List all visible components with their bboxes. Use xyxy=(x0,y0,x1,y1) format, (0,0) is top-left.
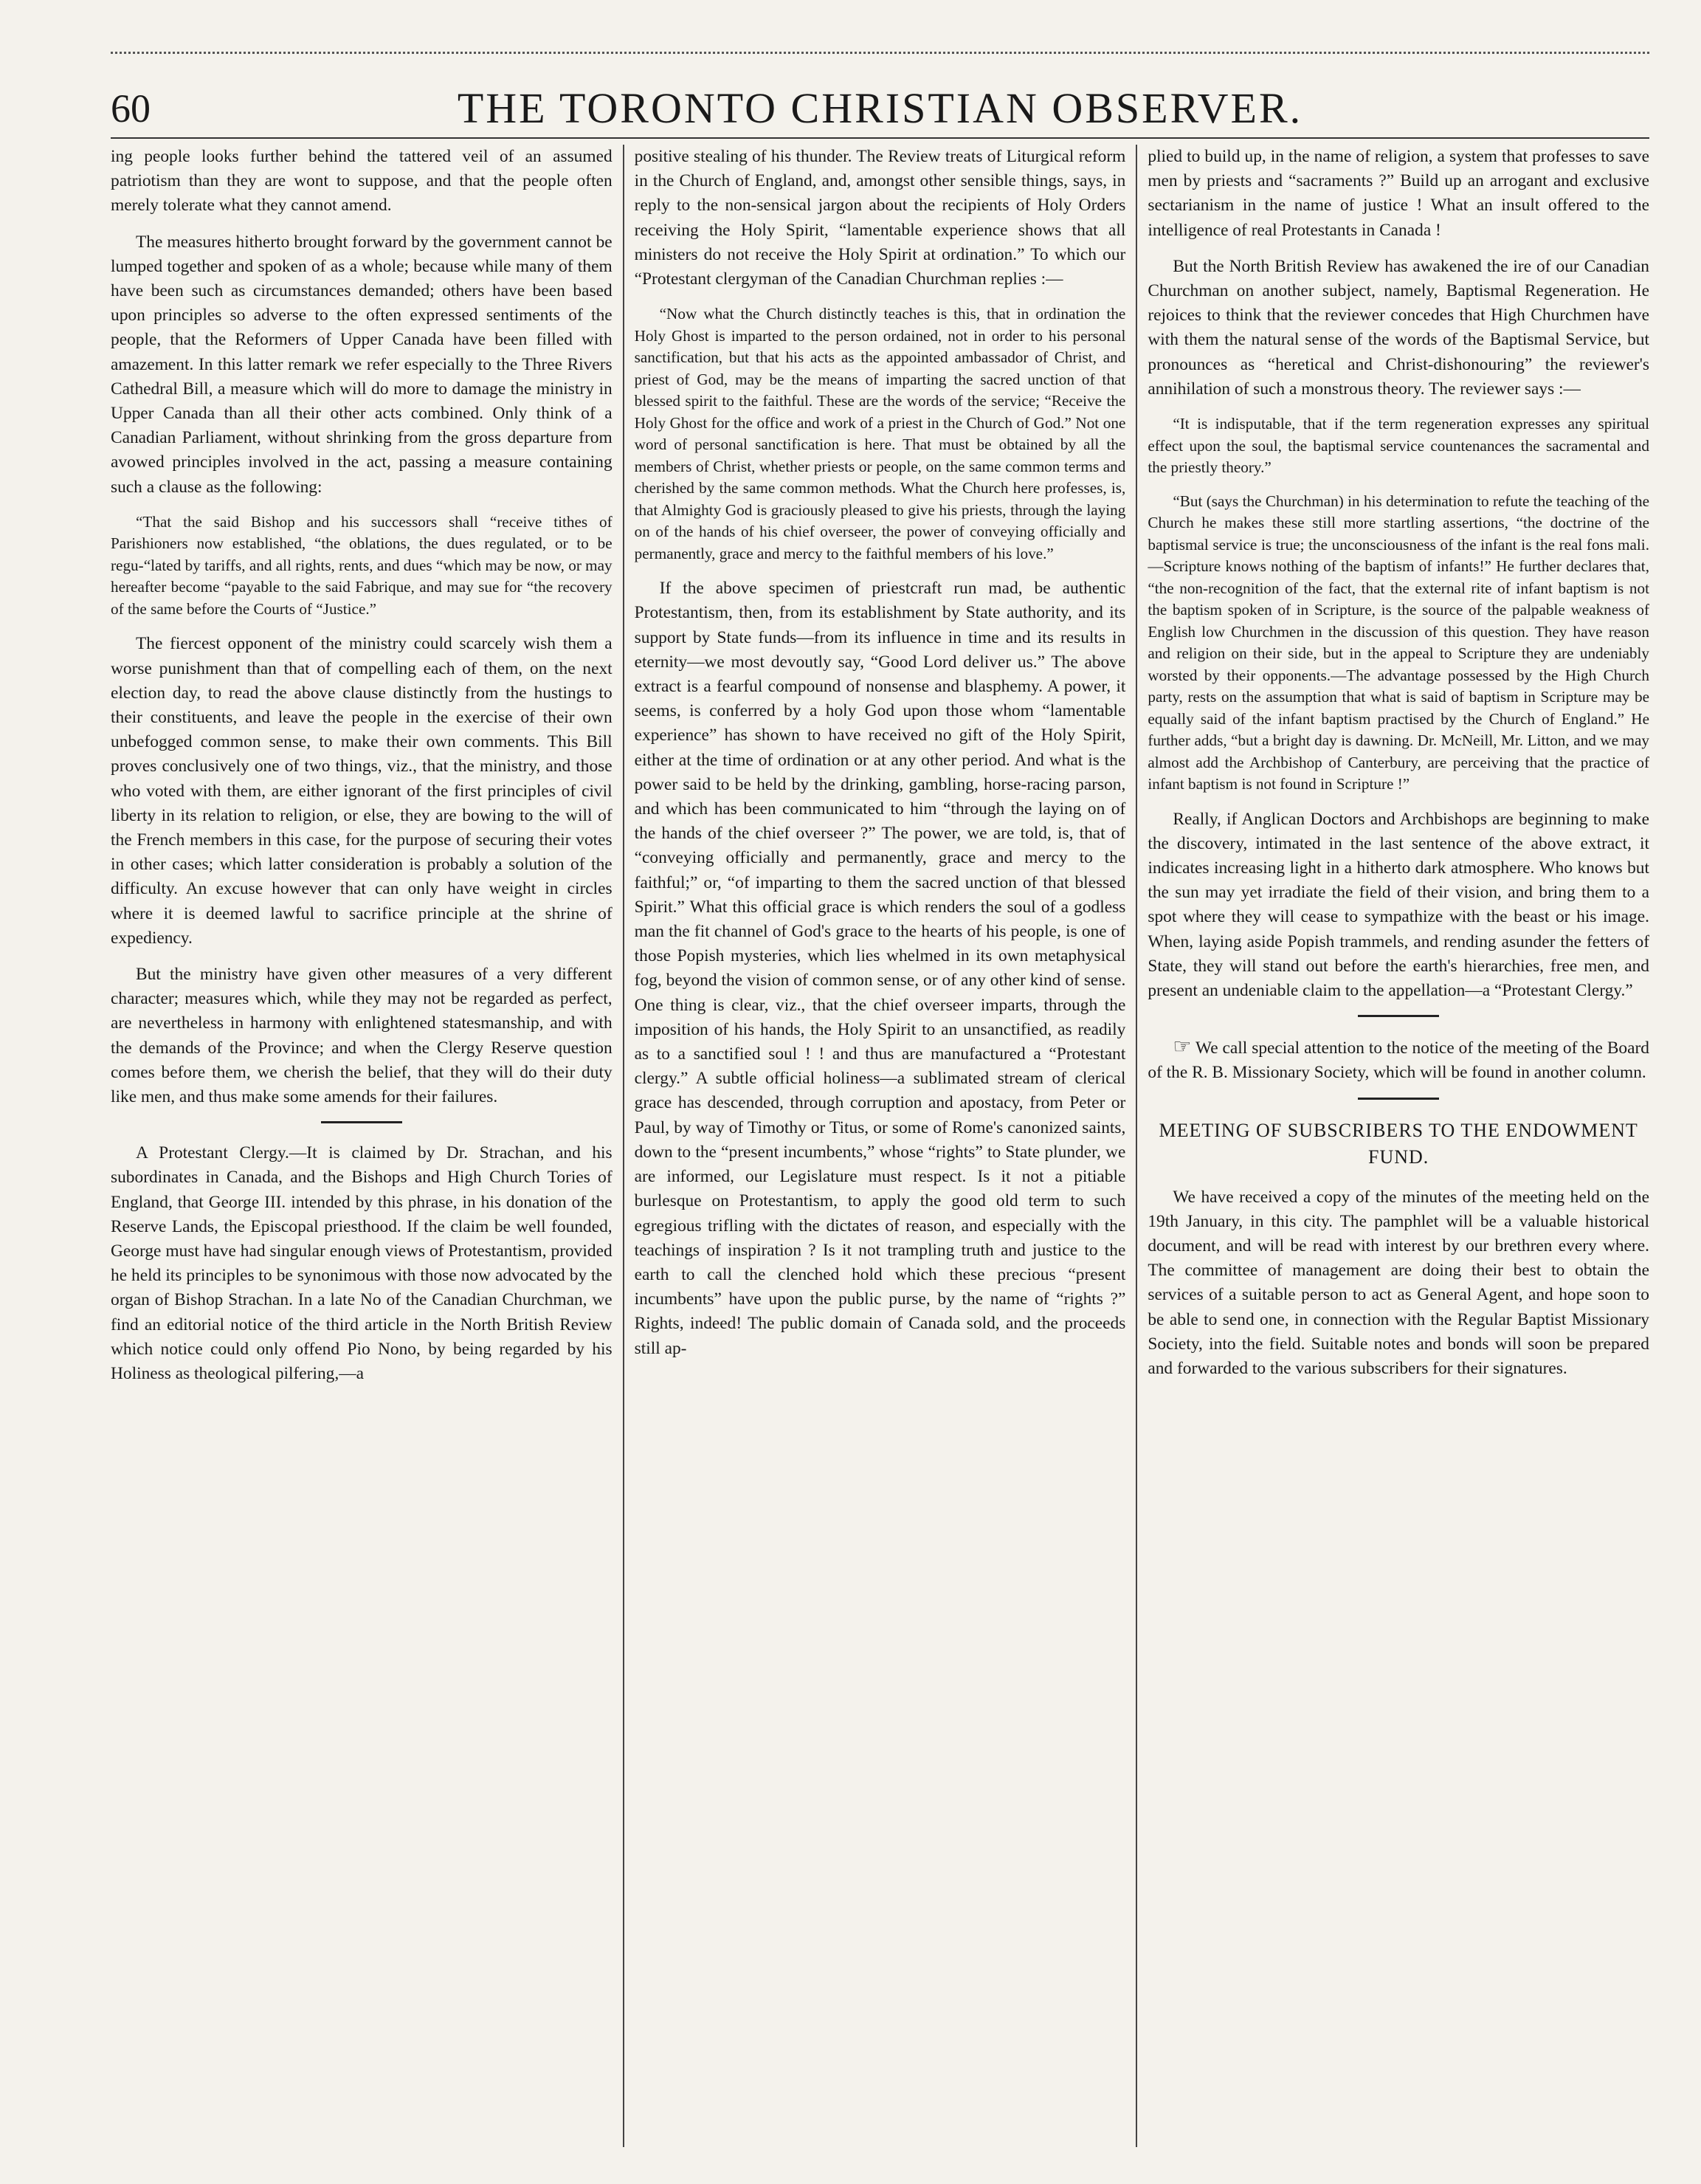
paragraph: positive stealing of his thunder. The Review treats of Liturgical reform in the Church of England, and, amongst other sensible things, says, in reply to the non-sensical jargon about the recipients of Holy Orders receiving the Holy Spirit, “lamentable experience shows that all ministers do not receive the Holy Spirit at ordination.” To which our “Protestant clergyman of the Canadian Churchman replies :— xyxy=(634,147,1126,289)
block-quote: “But (says the Churchman) in his determination to refute the teaching of the Church he makes these still more startling assertions, “the doctrine of the baptismal service is true; the unconsciousness of the infant is the real fons mali.—Scripture knows nothing of the baptism of infants!” He further declares that, “the non-recognition of the fact, that the external rite of infant baptism is not the baptism spoken of in Scripture, is the source of the palpable weakness of English low Churchmen in the discussion of this question. They have reason and religion on their side, but in the appeal to Scripture they are undeniably worsted by their opponents.—The advantage possessed by the High Church party, rests on the assumption that what is said of baptism in Scripture may be equally said of the infant baptism practised by the Church of England.” He further adds, “but a bright day is dawning. Dr. McNeill, Mr. Litton, and we may almost add the Archbishop of Canterbury, are perceiving that the practice of infant baptism is not found in Scripture !” xyxy=(1148,492,1649,793)
paragraph: plied to build up, in the name of religion, a system that professes to save men by priests and “sacraments ?” Build up an arrogant and exclusive sectarianism in the name of justice ! What an insult offered to the intelligence of real Protestants in Canada ! xyxy=(1148,147,1649,240)
section-divider xyxy=(321,1121,402,1123)
column-1 xyxy=(111,145,623,2147)
page-number: 60 xyxy=(111,86,151,131)
masthead xyxy=(111,83,1649,134)
pointing-hand-icon: ☞ xyxy=(1173,1036,1192,1059)
paragraph: ing people looks further behind the tattered veil of an assumed patriotism than they are wont to suppose, and that the people often merely tolerate what they cannot amend. xyxy=(111,147,613,216)
paragraph: Really, if Anglican Doctors and Archbishops are beginning to make the discovery, intimated in the last sentence of the above extract, it indicates increasing light in a hitherto dark atmosphere. Who knows but the sun may yet irradiate the field of their vision, and bring them to a spot where they will cease to sympathize with the beast or his image. When, laying aside Popish trammels, and rending asunder the fetters of State, they will stand out before the earth's hierarchies, free men, and present an undeniable claim to the appellation—a “Protestant Clergy.” xyxy=(1148,809,1649,1000)
paragraph: The measures hitherto brought forward by the government cannot be lumped together and spoken of as a whole; because while many of them have been such as circumstances demanded; others have been based upon principles so adverse to the often expressed sentiments of the people, that the Reformers of Upper Canada have been filled with amazement. In this latter remark we refer especially to the Three Rivers Cathedral Bill, a measure which will do more to damage the ministry in Upper Canada than all their other acts combined. Only think of a Canadian Parliament, without shrinking from the gross departure from avowed principles involved in the act, passing a measure containing such a clause as the following: xyxy=(111,232,613,497)
column-2 xyxy=(624,145,1136,2147)
section-divider xyxy=(1358,1015,1439,1017)
section-divider xyxy=(1358,1098,1439,1100)
notice-text: We call special attention to the notice of the meeting of the Board of the R. B. Missionary Society, which will be found in another column. xyxy=(1148,1038,1649,1083)
article-columns xyxy=(111,145,1649,2147)
notice-paragraph xyxy=(1148,1035,1649,1085)
top-dotted-rule xyxy=(111,52,1649,58)
column-3 xyxy=(1137,145,1649,2147)
section-heading: MEETING OF SUBSCRIBERS TO THE ENDOWMENT FUND. xyxy=(1159,1119,1638,1168)
paragraph: But the ministry have given other measures of a very different character; measures which, while they may not be regarded as perfect, are nevertheless in harmony with enlightened statesmanship, and with the demands of the Province; and when the Clergy Reserve question comes before them, we cherish the belief, that they will do their duty like men, and thus make some amends for their failures. xyxy=(111,964,613,1106)
block-quote: “That the said Bishop and his successors shall “receive tithes of Parishioners now established, “the oblations, the dues regulated, or to be regu-“lated by tariffs, and all rights, rents, and dues “which may be now, or may hereafter become “payable to the said Fabrique, and may sue for “the recovery of the same before the Courts of “Justice.” xyxy=(111,512,613,618)
paragraph: The fiercest opponent of the ministry could scarcely wish them a worse punishment than that of compelling each of them, on the next election day, to read the above clause distinctly from the hustings to their constituents, and leave the people in the exercise of their own unbefogged common sense, to make their own comments. This Bill proves conclusively one of two things, viz., that the ministry, and those who voted with them, are either ignorant of the first principles of civil liberty in its relation to religion, or else, they are bowing to the will of the French members in this case, for the purpose of securing their votes in other cases; which latter consideration is probably a solution of the difficulty. An excuse however that can only have weight in circles where it is deemed lawful to sacrifice principle at the shrine of expediency. xyxy=(111,634,613,948)
paragraph: But the North British Review has awakened the ire of our Canadian Churchman on another subject, namely, Baptismal Regeneration. He rejoices to think that the reviewer concedes that High Churchmen have with them the natural sense of the words of the Baptismal Service, but pronounces as “heretical and Christ-dishonouring” the reviewer's annihilation of such a monstrous theory. The reviewer says :— xyxy=(1148,256,1649,399)
block-quote: “It is indisputable, that if the term regeneration expresses any spiritual effect upon the soul, the baptismal service countenances the sacramental and the priestly theory.” xyxy=(1148,415,1649,477)
block-quote: “Now what the Church distinctly teaches is this, that in ordination the Holy Ghost is imparted to the person ordained, not in order to his personal sanctification, but that his acts as the appointed ambassador of Christ, and priest of God, may be the means of imparting the sacred unction of that blessed spirit to the faithful. These are the words of the service; “Receive the Holy Ghost for the office and work of a priest in the Church of God.” Not one word of personal sanctification is here. That must be obtained by all the members of Christ, whether priests or people, on the same common terms and cherished by the same common methods. What the Church here professes, is, that Almighty God is graciously pleased to give his priests, through the laying on of the hands of his chief overseer, the power of conveying officially and permanently, grace and mercy to the faithful members of his love.” xyxy=(634,305,1126,562)
masthead-rule xyxy=(111,137,1649,139)
paragraph: We have received a copy of the minutes of the meeting held on the 19th January, in this city. The pamphlet will be a valuable historical document, and will be read with interest by our brethren every where. The committee of management are doing their best to obtain the services of a suitable person to act as General Agent, and hope soon to be able to send one, in connection with the Regular Baptist Missionary Society, into the field. Suitable notes and bonds will soon be prepared and forwarded to the various subscribers for their signatures. xyxy=(1148,1187,1649,1378)
paragraph: A Protestant Clergy.—It is claimed by Dr. Strachan, and his subordinates in Canada, and the Bishops and High Church Tories of England, that George III. intended by this phrase, in his donation of the Reserve Lands, the Episcopal priesthood. If the claim be well founded, George must have had singular enough views of Protestantism, provided he held its principles to be synonimous with those now advocated by the organ of Bishop Strachan. In a late No of the Canadian Churchman, we find an editorial notice of the third article in the North British Review which notice could only offend Pio Nono, by being regarded by his Holiness as theological pilfering,—a xyxy=(111,1143,613,1384)
paper-title: THE TORONTO CHRISTIAN OBSERVER. xyxy=(457,84,1303,132)
paragraph: If the above specimen of priestcraft run mad, be authentic Protestantism, then, from its establishment by State authority, and its support by State funds—from its influence in time and its results in eternity—we most devoutly say, “Good Lord deliver us.” The above extract is a fearful compound of nonsense and blasphemy. A power, it seems, is conferred by a holy God upon those whom “lamentable experience” has shown to have received no gift of the Holy Spirit, either at the time of ordination or at any other period. And what is the power said to be held by the drinking, gambling, horse-racing parson, and which has been communicated to him “through the laying on of the hands of the chief overseer ?” The power, we are told, is, that of “conveying officially and permanently, grace and mercy to the faithful;” or, “of imparting to them the sacred unction of that blessed Spirit.” What this official grace is which renders the soul of a godless man the fit channel of God's grace to the hearts of his people, is one of those Popish mysteries, which lies whelmed in its own metaphysical fog, beyond the vision of common sense, or of any other kind of sense. One thing is clear, viz., that the chief overseer imparts, through the imposition of his hands, the Holy Spirit to an unsanctified, as readily as to a sanctified soul ! ! and thus are manufactured a “Protestant clergy.” A subtle official holiness—a sublimated stream of clerical grace has descended, through corruption and apostacy, from Peter or Paul, by way of Timothy or Titus, or some of Rome's canonized saints, down to the “present incumbents,” whose “rights” to State plunder, we are informed, our Legislature must respect. Is it not a pitiable burlesque on Protestantism, to apply the good old term to such egregious trifling with the dictates of reason, and especially with the teachings of inspiration ? Is it not trampling truth and justice to the earth to call the clenched hold which these precious “present incumbents” have upon the public purse, by the name of “rights ?” Rights, indeed! The public domain of Canada sold, and the proceeds still ap- xyxy=(634,579,1126,1358)
